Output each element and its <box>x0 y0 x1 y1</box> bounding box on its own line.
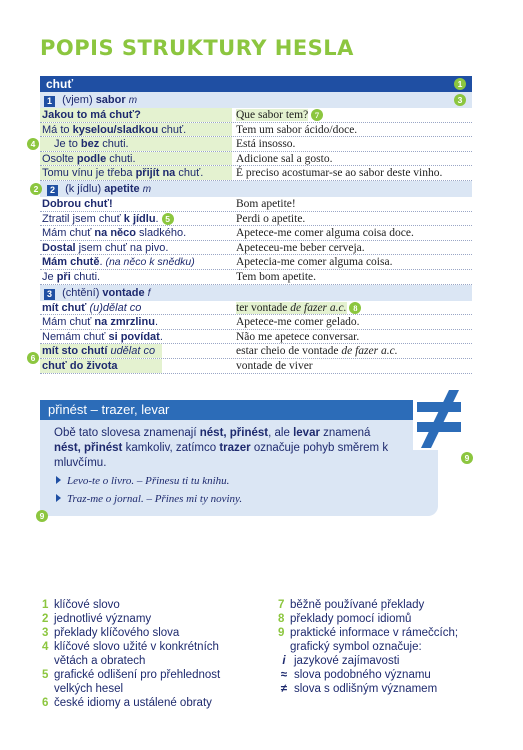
czech-phrase: mít sto chutí udělat co <box>40 344 162 358</box>
example-row <box>40 241 472 256</box>
portuguese-translation: Apetece-me comer alguma coisa doce. <box>236 227 414 240</box>
sense-gloss: (vjem) <box>62 94 93 106</box>
page-title: POPIS STRUKTURY HESLA <box>40 36 354 60</box>
info-box-text: Obě tato slovesa znamenají nést, přinést, ale levar znamená nést, přinést kamkoliv, zatímco trazer označuje pohyb směrem k mluvčímu. Levo-te o livro. – Přinesu ti tu knihu. Traz-me o jornal. – Přines mi ty noviny. <box>40 420 438 507</box>
sense-1-bar <box>40 92 472 108</box>
badge-6: 6 <box>27 352 39 364</box>
example-row <box>40 197 472 212</box>
czech-phrase: Osolte podle chuti. <box>40 152 232 166</box>
legend-item: 4 klíčové slovo užité v konkrétních větách a obratech <box>42 641 219 667</box>
not-equal-icon <box>413 388 467 450</box>
czech-phrase: Mám chuť na něco sladkého. <box>42 227 187 240</box>
gender: f <box>147 287 151 299</box>
sense-3-bar <box>40 285 472 301</box>
portuguese-translation: Bom apetite! <box>236 197 296 210</box>
legend-symbol-item: ≈ slova podobného významu <box>278 668 493 682</box>
badge-9: 9 <box>461 452 473 464</box>
portuguese-translation: Apetece-me comer gelado. <box>236 316 360 329</box>
approx-icon: ≈ <box>280 669 288 681</box>
headword: chuť <box>46 77 74 91</box>
arrow-icon <box>56 476 61 484</box>
sense-translation: vontade <box>102 286 145 299</box>
gender: m <box>142 183 152 195</box>
czech-phrase: Má to kyselou/sladkou chuť. <box>40 123 232 137</box>
not-equal-small-icon: ≠ <box>280 683 288 695</box>
badge-1: 1 <box>454 78 466 90</box>
legend-item: 3 překlady klíčového slova <box>42 627 180 639</box>
example-row <box>40 152 472 167</box>
legend-item: 7 běžně používané překlady <box>278 599 425 611</box>
example-row <box>40 212 472 227</box>
czech-phrase: Je při chuti. <box>42 270 101 283</box>
portuguese-translation: Não me apetece conversar. <box>236 330 360 343</box>
example-row <box>30 137 472 152</box>
info-box <box>39 400 438 521</box>
example-row <box>40 166 472 181</box>
sense-number: 2 <box>47 185 58 196</box>
czech-phrase: Nemám chuť si povídat. <box>42 330 163 343</box>
sense-gloss: (chtění) <box>62 286 100 299</box>
sense-translation: sabor <box>95 94 126 106</box>
czech-phrase: Dostal jsem chuť na pivo. <box>42 241 169 254</box>
gender: m <box>128 95 138 106</box>
sense-gloss: (k jídlu) <box>65 182 102 195</box>
example-row <box>30 344 472 364</box>
portuguese-translation: Que sabor tem? 7 <box>232 108 472 122</box>
portuguese-translation: Está insosso. <box>236 138 296 151</box>
legend-item: grafický symbol označuje: <box>290 641 422 653</box>
legend-item: 1 klíčové slovo <box>42 599 120 611</box>
badge-7: 7 <box>311 109 323 121</box>
example-row <box>40 255 472 270</box>
example-sentence: Levo-te o livro. – Přinesu ti tu knihu. <box>54 474 424 489</box>
portuguese-translation: É preciso acostumar-se ao sabor deste vinho. <box>236 167 443 180</box>
czech-phrase: Jakou to má chuť? <box>40 108 232 122</box>
sense-number: 3 <box>44 289 55 300</box>
badge-3: 3 <box>454 94 466 106</box>
portuguese-translation: ter vontade de fazer a.c. 8 <box>232 301 472 315</box>
sense-number: 1 <box>44 96 55 107</box>
example-row <box>40 270 472 285</box>
sense-translation: apetite <box>104 182 140 195</box>
badge-5: 5 <box>162 213 174 225</box>
arrow-icon <box>56 494 61 502</box>
portuguese-translation: Apeteceu-me beber cerveja. <box>236 241 365 254</box>
czech-phrase: Mám chuť na zmrzlinu. <box>42 316 158 329</box>
czech-phrase: mít chuť (u)dělat co <box>42 301 142 314</box>
dictionary-entry <box>30 76 472 374</box>
czech-phrase: Mám chutě. (na něco k snědku) <box>42 256 195 269</box>
badge-9: 9 <box>36 510 48 522</box>
legend-item: 5 grafické odlišení pro přehlednost velkých hesel <box>42 669 221 695</box>
legend-left <box>42 598 262 710</box>
portuguese-translation: Apetecia-me comer alguma coisa. <box>236 256 393 269</box>
example-row <box>40 226 472 241</box>
sense-2-bar <box>33 181 472 197</box>
portuguese-translation: estar cheio de vontade de fazer a.c. <box>236 345 398 358</box>
czech-phrase: chuť do života <box>40 359 162 373</box>
czech-phrase: Tomu vínu je třeba přijít na chuť. <box>40 166 232 180</box>
portuguese-translation: Perdi o apetite. <box>236 212 306 225</box>
legend-item: 6 české idiomy a ustálené obraty <box>42 697 212 709</box>
headword-bar <box>40 76 472 92</box>
example-row <box>40 315 472 330</box>
czech-phrase: Dobrou chuť! <box>42 197 113 210</box>
example-sentence: Traz-me o jornal. – Přines mi ty noviny. <box>54 492 424 507</box>
example-row <box>40 123 472 138</box>
portuguese-translation: vontade de viver <box>236 359 313 372</box>
legend-item: 8 překlady pomocí idiomů <box>278 613 412 625</box>
legend-item: 9 praktické informace v rámečcích; <box>278 627 459 639</box>
portuguese-translation: Tem bom apetite. <box>236 270 316 283</box>
example-row <box>40 330 472 345</box>
badge-2: 2 <box>30 183 42 195</box>
legend-right <box>278 598 493 696</box>
badge-4: 4 <box>27 138 39 150</box>
portuguese-translation: Adicione sal a gosto. <box>236 152 333 165</box>
czech-phrase: Je to bez chuti. <box>40 137 232 151</box>
info-box-heading: přinést – trazer, levar <box>40 400 438 420</box>
example-row <box>40 108 472 123</box>
legend-item: 2 jednotlivé významy <box>42 613 152 625</box>
badge-8: 8 <box>349 302 361 314</box>
legend-symbol-item: i jazykové zajímavosti <box>278 654 493 668</box>
example-row <box>40 301 472 316</box>
portuguese-translation: Tem um sabor ácido/doce. <box>236 123 358 136</box>
info-icon: i <box>282 655 286 667</box>
czech-phrase: Ztratil jsem chuť k jídlu. 5 <box>40 212 232 226</box>
legend-symbol-item: ≠ slova s odlišným významem <box>278 682 493 696</box>
example-row <box>40 359 472 374</box>
